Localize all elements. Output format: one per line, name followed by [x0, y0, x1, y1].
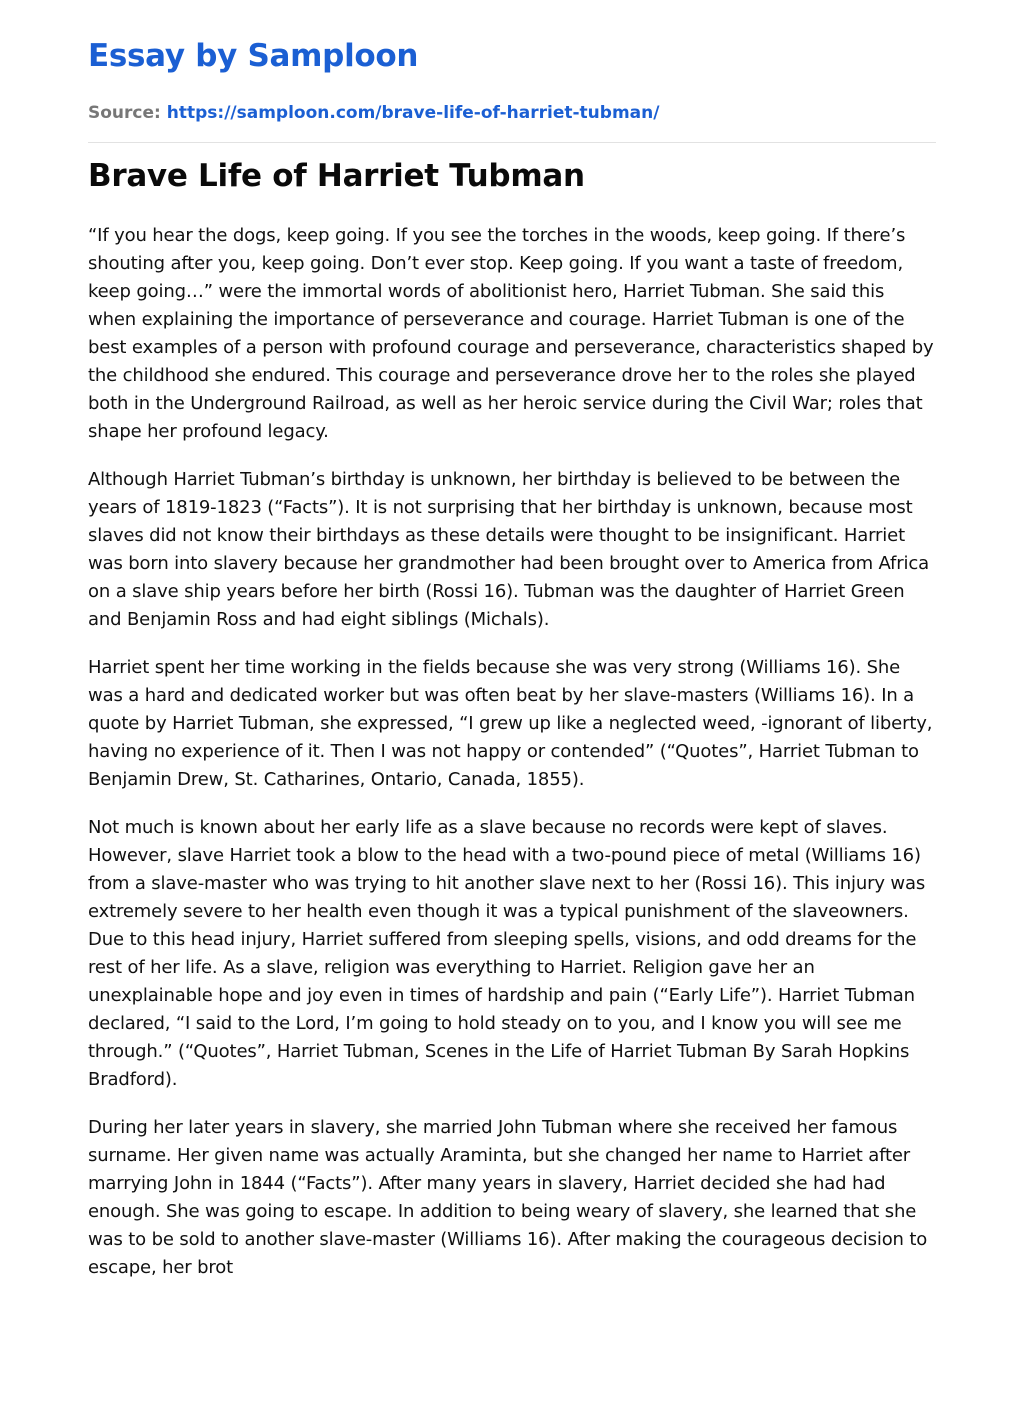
essay-paragraph-2: Although Harriet Tubman’s birthday is unknown, her birthday is believed to be between the years of 1819-1823 (“Facts”). It is not surprising that her birthday is unknown, because most slaves did not know their birthdays as these details were thought to be insignificant. Harriet was born into slavery because her grandmother had been brought over to America from Africa on a slave ship years before her birth (Rossi 16). Tubman was the daughter of Harriet Green and Benjamin Ross and had eight siblings (Michals).: [88, 469, 929, 630]
header-divider: [88, 142, 936, 143]
source-label: Source:: [88, 103, 161, 123]
site-brand-title: Essay by Samploon: [88, 38, 419, 74]
essay-paragraph-5: During her later years in slavery, she married John Tubman where she received her famous surname. Her given name was actually Araminta, but she changed her name to Harriet after marrying John in 1844 (“Facts”). After many years in slavery, Harriet decided she had had enough. She was going to escape. In addition to being weary of slavery, she learned that she was to be sold to another slave-master (Williams 16). After making the courageous decision to escape, her brot: [88, 1117, 928, 1278]
essay-paragraph-4: Not much is known about her early life as a slave because no records were kept of slaves. However, slave Harriet took a blow to the head with a two-pound piece of metal (Williams 16) from a slave-master who was trying to hit another slave next to her (Rossi 16). This injury was extremely severe to her health even though it was a typical punishment of the slaveowners. Due to this head injury, Harriet suffered from sleeping spells, visions, and odd dreams for the rest of her life. As a slave, religion was everything to Harriet. Religion gave her an unexplainable hope and joy even in times of hardship and pain (“Early Life”). Harriet Tubman declared, “I said to the Lord, I’m going to hold steady on to you, and I know you will see me through.” (“Quotes”, Harriet Tubman, Scenes in the Life of Harriet Tubman By Sarah Hopkins Bradford).: [88, 817, 926, 1090]
essay-body: [88, 222, 936, 1302]
source-link[interactable]: https://samploon.com/brave-life-of-harriet-tubman/: [166, 103, 660, 123]
essay-title: Brave Life of Harriet Tubman: [88, 158, 585, 194]
essay-paragraph-3: Harriet spent her time working in the fields because she was very strong (Williams 16). She was a hard and dedicated worker but was often beat by her slave-masters (Williams 16). In a quote by Harriet Tubman, she expressed, “I grew up like a neglected weed, -ignorant of liberty, having no experience of it. Then I was not happy or contended” (“Quotes”, Harriet Tubman to Benjamin Drew, St. Catharines, Ontario, Canada, 1855).: [88, 657, 933, 790]
source-line: [88, 101, 659, 125]
essay-paragraph-1: “If you hear the dogs, keep going. If you see the torches in the woods, keep going. If there’s shouting after you, keep going. Don’t ever stop. Keep going. If you want a taste of freedom, keep going…” were the immortal words of abolitionist hero, Harriet Tubman. She said this when explaining the importance of perseverance and courage. Harriet Tubman is one of the best examples of a person with profound courage and perseverance, characteristics shaped by the childhood she endured. This courage and perseverance drove her to the roles she played both in the Underground Railroad, as well as her heroic service during the Civil War; roles that shape her profound legacy.: [88, 225, 934, 442]
